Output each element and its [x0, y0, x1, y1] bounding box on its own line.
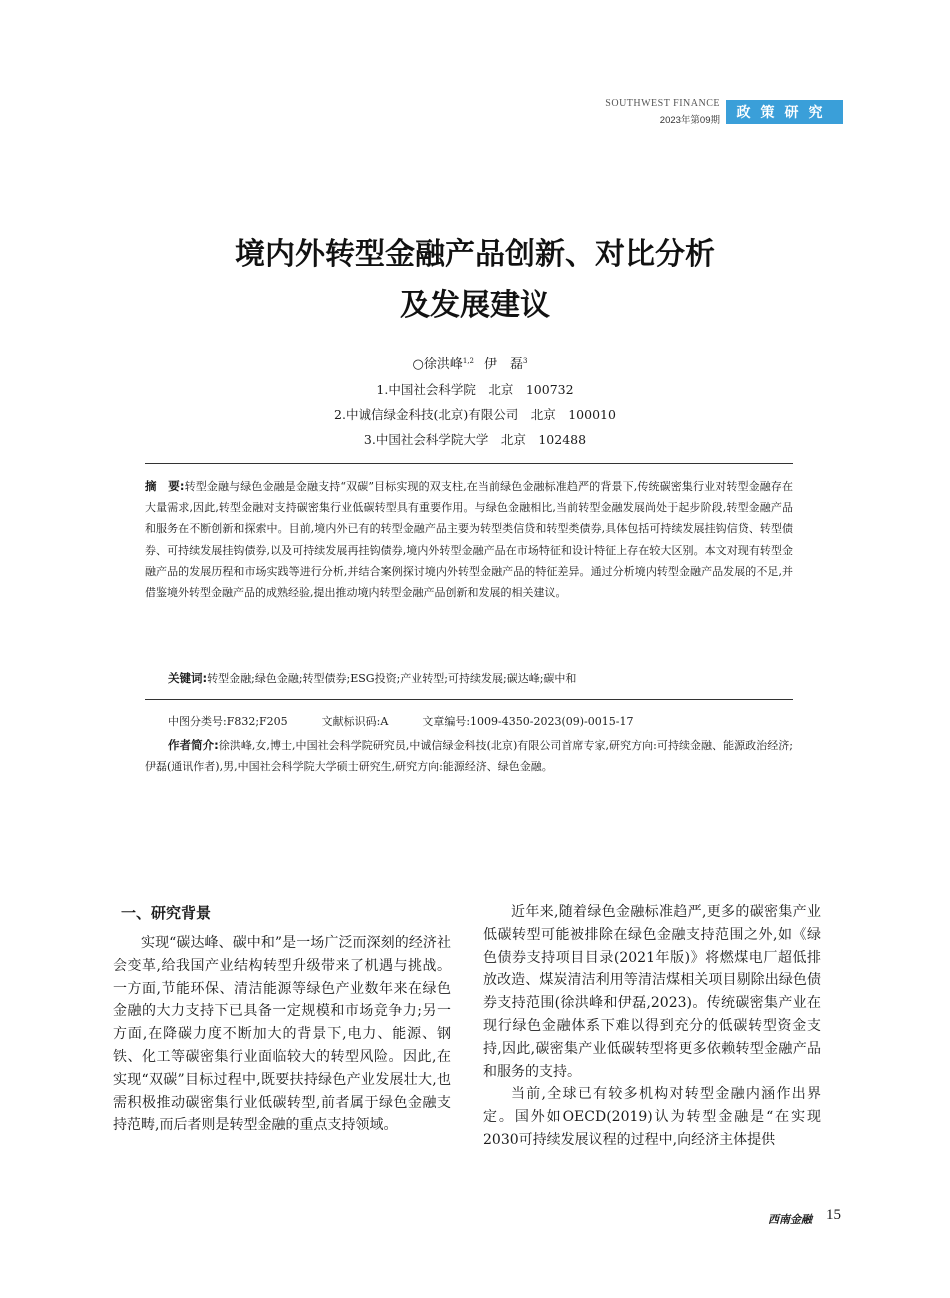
- paragraph-2: 近年来,随着绿色金融标准趋严,更多的碳密集产业低碳转型可能被排除在绿色金融支持范围之外,如《绿色债券支持项目目录(2021年版)》将燃煤电厂超低排放改造、煤炭清洁利用等清洁煤相关项目剔除出绿色债券支持范围(徐洪峰和伊磊,2023)。传统碳密集产业在现行绿色金融体系下难以得到充分的低碳转型资金支持,因此,碳密集产业低碳转型将更多依赖转型金融产品和服务的支持。: [483, 904, 821, 1080]
- issue-label: 2023年第09期: [659, 115, 720, 126]
- classification-line: [168, 713, 667, 729]
- divider-bottom: [145, 699, 793, 700]
- abstract-text: 转型金融与绿色金融是金融支持“双碳”目标实现的双支柱,在当前绿色金融标准趋严的背景下,传统碳密集行业对转型金融存在大量需求,因此,转型金融对支持碳密集行业低碳转型具有重要作用。与绿色金融相比,当前转型金融发展尚处于起步阶段,转型金融产品和服务在不断创新和探索中。目前,境内外已有的转型金融产品主要为转型类信贷和转型类债券,具体包括可持续发展挂钩信贷、转型债券、可持续发展挂钩债券,以及可持续发展再挂钩债券,境内外转型金融产品在市场特征和设计特征上存在较大区别。本文对现有转型金融产品的发展历程和市场实践等进行分析,并结合案例探讨境内外转型金融产品的特征差异。通过分析境内转型金融产品发展的不足,并借鉴境外转型金融产品的成熟经验,提出推动境内转型金融产品创新和发展的相关建议。: [145, 480, 793, 600]
- article-number: 文章编号:1009-4350-2023(09)-0015-17: [422, 715, 634, 728]
- author-name-1: 徐洪峰: [423, 357, 463, 372]
- right-column: [483, 901, 821, 1152]
- author-name-2: 伊 磊: [484, 357, 524, 372]
- clc-number: 中图分类号:F832;F205: [168, 715, 288, 728]
- paragraph-3: 当前,全球已有较多机构对转型金融内涵作出界定。国外如OECD(2019)认为转型金融是“在实现2030可持续发展议程的过程中,向经济主体提供: [483, 1086, 821, 1148]
- bio-text: 徐洪峰,女,博士,中国社会科学院研究员,中诚信绿金科技(北京)有限公司首席专家,研究方向:可持续金融、能源政治经济;伊磊(通讯作者),男,中国社会科学院大学硕士研究生,研究方向:能源经济、绿色金融。: [145, 739, 793, 774]
- bio-label: 作者简介:: [168, 738, 219, 752]
- section-heading: 一、研究背景: [121, 904, 212, 922]
- document-code: 文献标识码:A: [321, 715, 389, 728]
- section-tag: 政策研究: [726, 100, 843, 124]
- author-sup-2: 3: [523, 356, 528, 365]
- footer-journal-logo: 西南金融: [768, 1213, 812, 1226]
- abstract-label: 摘 要:: [145, 479, 185, 493]
- keywords-label: 关键词:: [168, 671, 208, 685]
- keywords: [168, 670, 576, 686]
- author-bio: [145, 735, 793, 777]
- author-symbol: ○: [412, 357, 424, 372]
- journal-name-en: SOUTHWEST FINANCE: [605, 98, 720, 109]
- abstract: [145, 476, 793, 603]
- article-title-line2: 及发展建议: [400, 288, 550, 323]
- affiliation-1: 1.中国社会科学院 北京 100732: [376, 382, 574, 397]
- paragraph-1: 实现“碳达峰、碳中和”是一场广泛而深刻的经济社会变革,给我国产业结构转型升级带来了机遇与挑战。一方面,节能环保、清洁能源等绿色产业数年来在绿色金融的大力支持下已具备一定规模和市场竞争力;另一方面,在降碳力度不断加大的背景下,电力、能源、钢铁、化工等碳密集行业面临较大的转型风险。因此,在实现“双碳”目标过程中,既要扶持绿色产业发展壮大,也需积极推动碳密集行业低碳转型,前者属于绿色金融支持范畴,而后者则是转型金融的重点支持领域。: [113, 935, 451, 1134]
- article-title-line1: 境内外转型金融产品创新、对比分析: [235, 237, 715, 272]
- author-sup-1: 1,2: [462, 356, 474, 365]
- affiliation-3: 3.中国社会科学院大学 北京 102488: [363, 432, 587, 447]
- left-column: [113, 932, 451, 1137]
- keywords-text: 转型金融;绿色金融;转型债券;ESG投资;产业转型;可持续发展;碳达峰;碳中和: [207, 672, 577, 685]
- page-number: 15: [826, 1207, 841, 1223]
- author-line: [0, 353, 950, 372]
- divider-top: [145, 463, 793, 464]
- affiliation-2: 2.中诚信绿金科技(北京)有限公司 北京 100010: [334, 407, 616, 422]
